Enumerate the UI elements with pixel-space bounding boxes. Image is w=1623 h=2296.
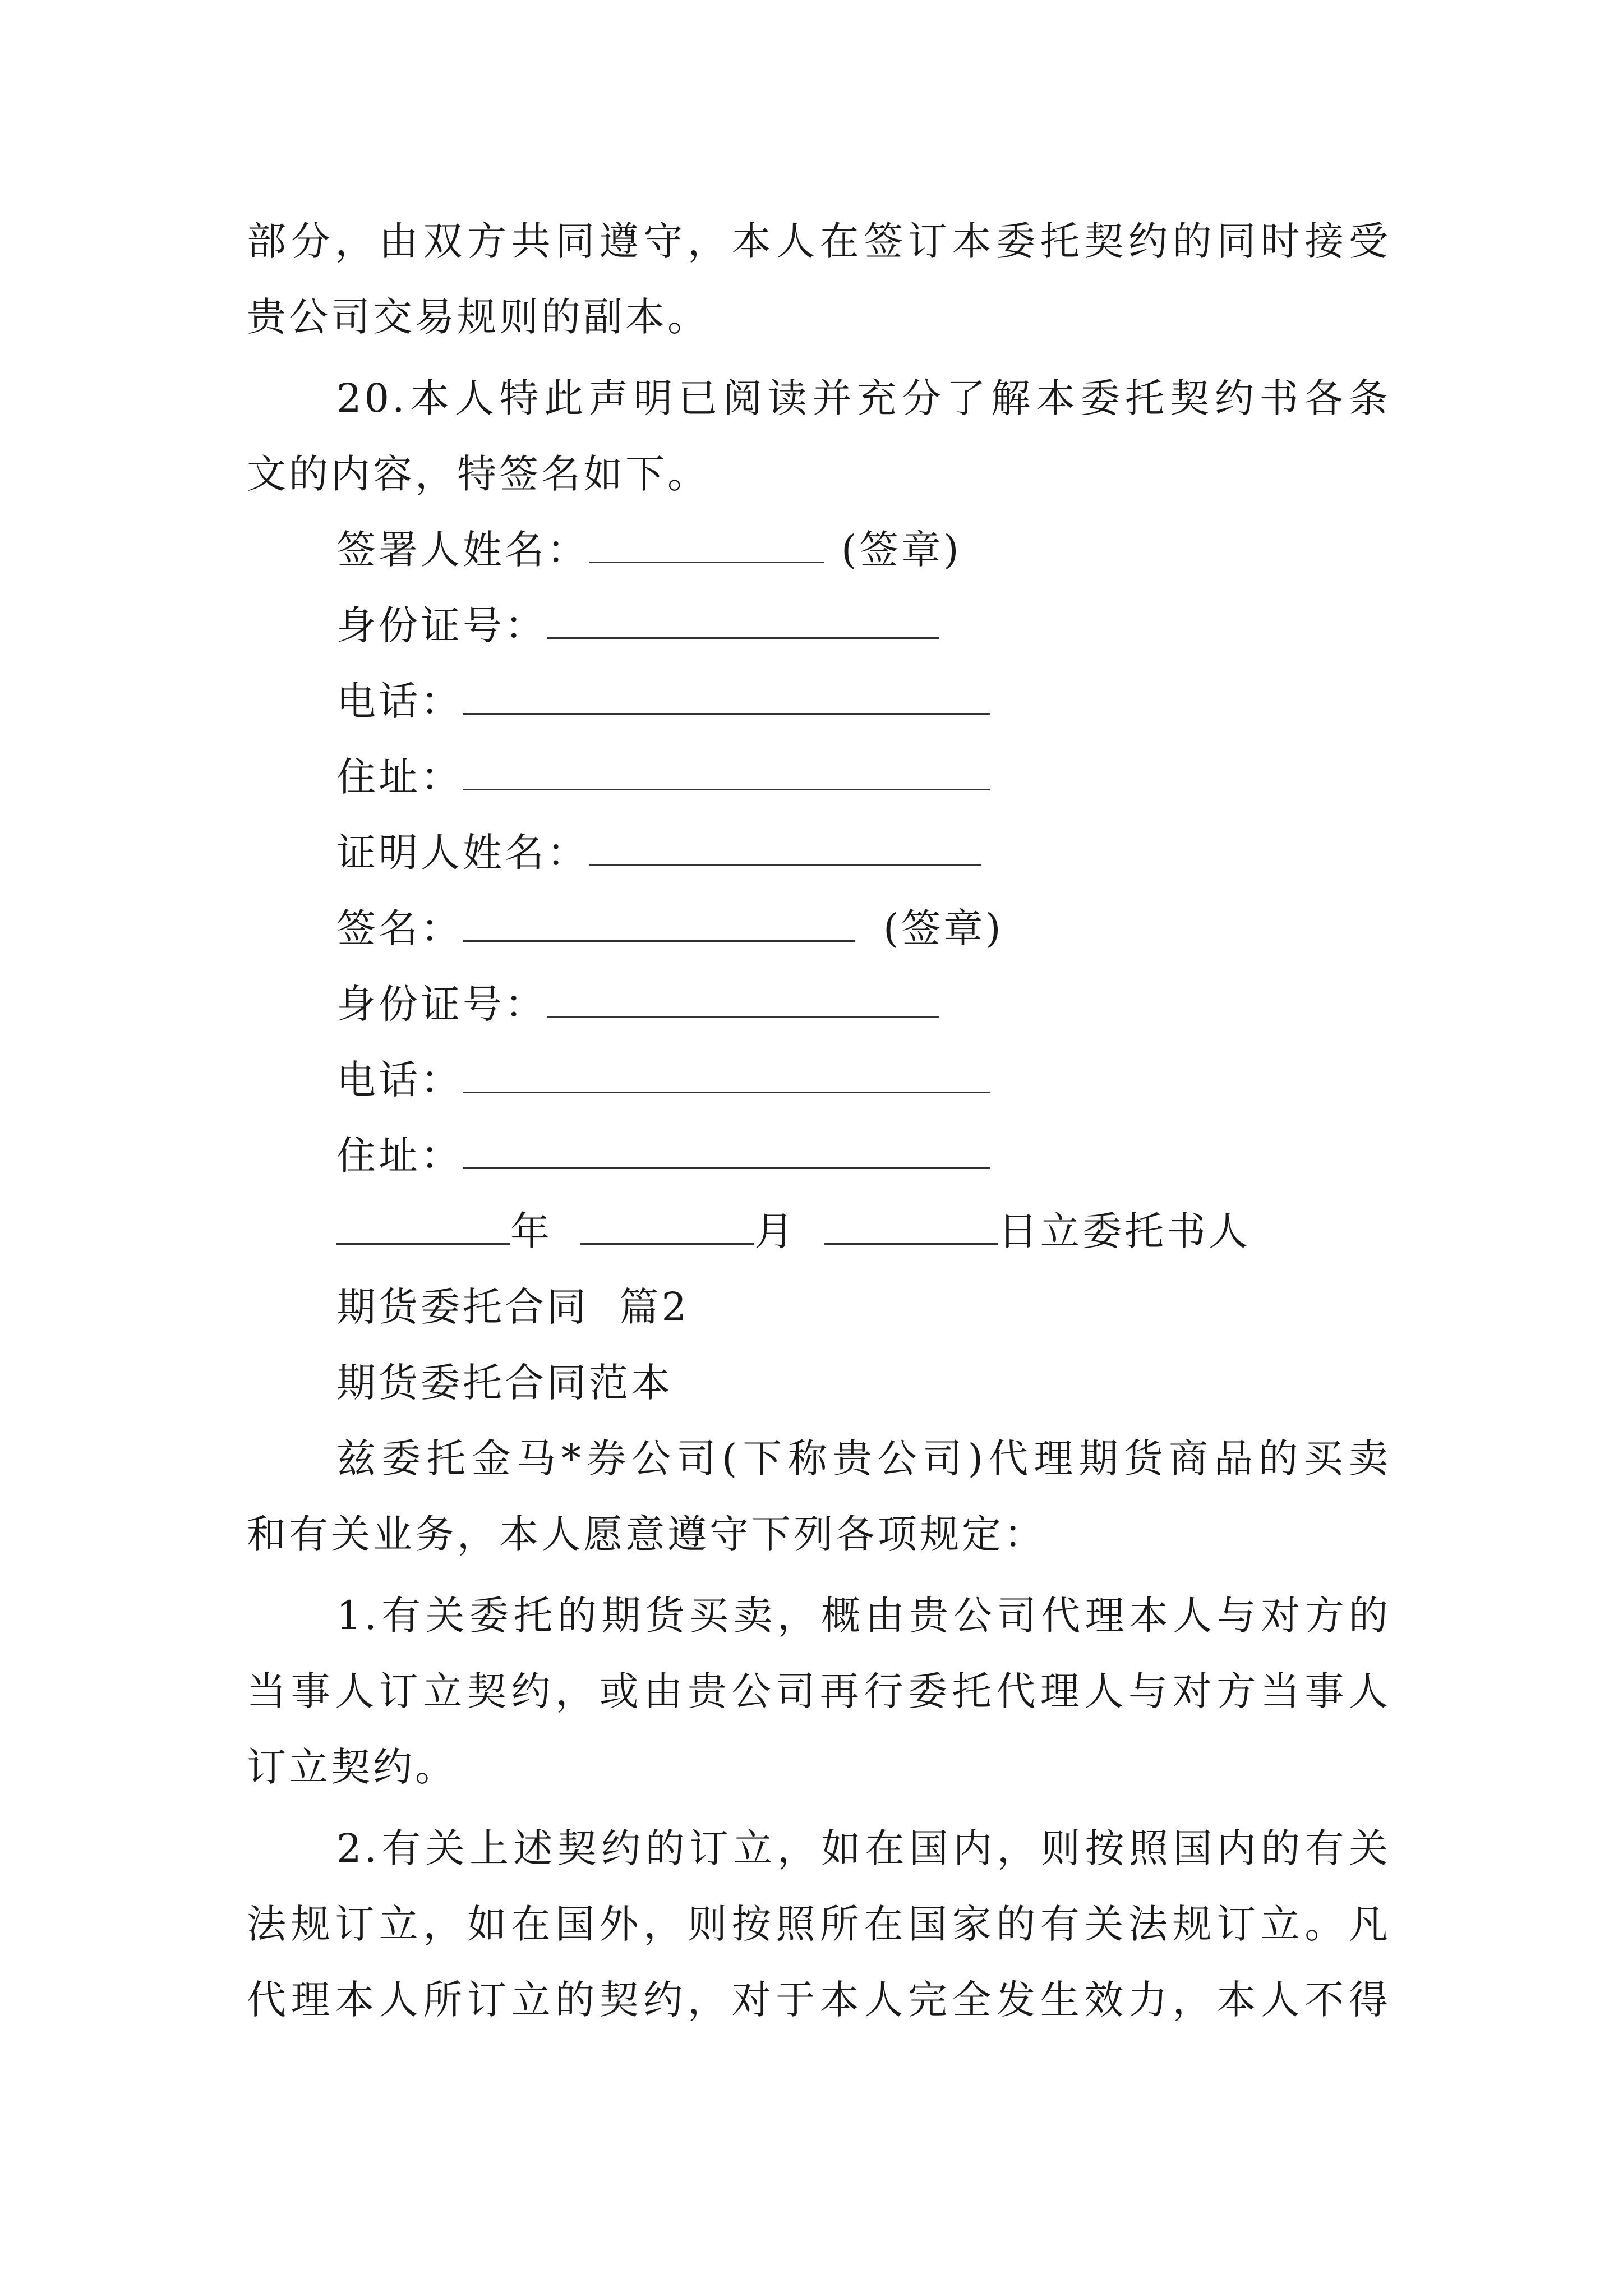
month-blank[interactable] (580, 1208, 754, 1245)
clause-20-line: 20.本人特此声明已阅读并充分了解本委托契约书各条 (336, 375, 1391, 421)
item-1-line: 订立契约。 (247, 1744, 457, 1790)
signer-phone-label: 电话： (336, 678, 463, 724)
item-1-line: 1.有关委托的期货买卖，概由贵公司代理本人与对方的 (336, 1593, 1391, 1639)
signer-address-label: 住址： (336, 754, 463, 800)
date-row (336, 1203, 1481, 1259)
witness-address-label: 住址： (336, 1133, 463, 1179)
witness-sign-label: 签名： (336, 905, 463, 951)
paragraph-line: 贵公司交易规则的副本。 (247, 294, 709, 340)
witness-phone-label: 电话： (336, 1057, 463, 1103)
signer-address-row (336, 749, 1481, 805)
item-2-line: 法规订立，如在国外，则按照所在国家的有关法规订立。凡 (247, 1901, 1391, 1947)
witness-id-row (336, 976, 1481, 1032)
witness-phone-blank[interactable] (463, 1057, 990, 1093)
witness-name-blank[interactable] (589, 830, 981, 866)
signer-phone-row (336, 673, 1481, 729)
clause-20-line: 文的内容，特签名如下。 (247, 451, 709, 497)
day-blank[interactable] (824, 1208, 998, 1245)
witness-sign-blank[interactable] (463, 905, 855, 942)
witness-name-row (336, 825, 1481, 881)
year-blank[interactable] (336, 1208, 510, 1245)
month-label: 月 (754, 1208, 796, 1254)
witness-address-blank[interactable] (463, 1133, 990, 1169)
witness-id-label: 身份证号： (336, 981, 547, 1027)
intro-line: 兹委托金马*券公司(下称贵公司)代理期货商品的买卖 (336, 1435, 1391, 1481)
witness-seal-label: (签章) (883, 905, 1004, 951)
item-1-line: 当事人订立契约，或由贵公司再行委托代理人与对方当事人 (247, 1668, 1391, 1714)
signer-phone-blank[interactable] (463, 678, 990, 715)
signer-seal-label: (签章) (841, 527, 962, 573)
witness-address-row (336, 1128, 1481, 1184)
witness-name-label: 证明人姓名： (336, 830, 589, 876)
witness-phone-row (336, 1052, 1481, 1108)
signer-id-label: 身份证号： (336, 602, 547, 648)
signer-address-blank[interactable] (463, 754, 990, 790)
signer-name-blank[interactable] (589, 527, 824, 563)
item-2-line: 2.有关上述契约的订立，如在国内，则按照国内的有关 (336, 1825, 1391, 1871)
day-label: 日立委托书人 (998, 1208, 1251, 1254)
section-subtitle: 期货委托合同范本 (336, 1360, 673, 1406)
paragraph-line: 部分，由双方共同遵守，本人在签订本委托契约的同时接受 (247, 218, 1391, 264)
item-2-line: 代理本人所订立的契约，对于本人完全发生效力，本人不得 (247, 1977, 1391, 2023)
signer-id-blank[interactable] (547, 602, 939, 639)
witness-sign-row (336, 900, 1481, 956)
signer-id-row (336, 597, 1481, 654)
witness-id-blank[interactable] (547, 981, 939, 1018)
year-label: 年 (510, 1208, 552, 1254)
signer-name-label: 签署人姓名： (336, 527, 589, 573)
signer-name-row (336, 522, 1481, 578)
section-heading: 期货委托合同 篇2 (336, 1284, 690, 1330)
intro-line: 和有关业务，本人愿意遵守下列各项规定： (247, 1511, 1046, 1557)
